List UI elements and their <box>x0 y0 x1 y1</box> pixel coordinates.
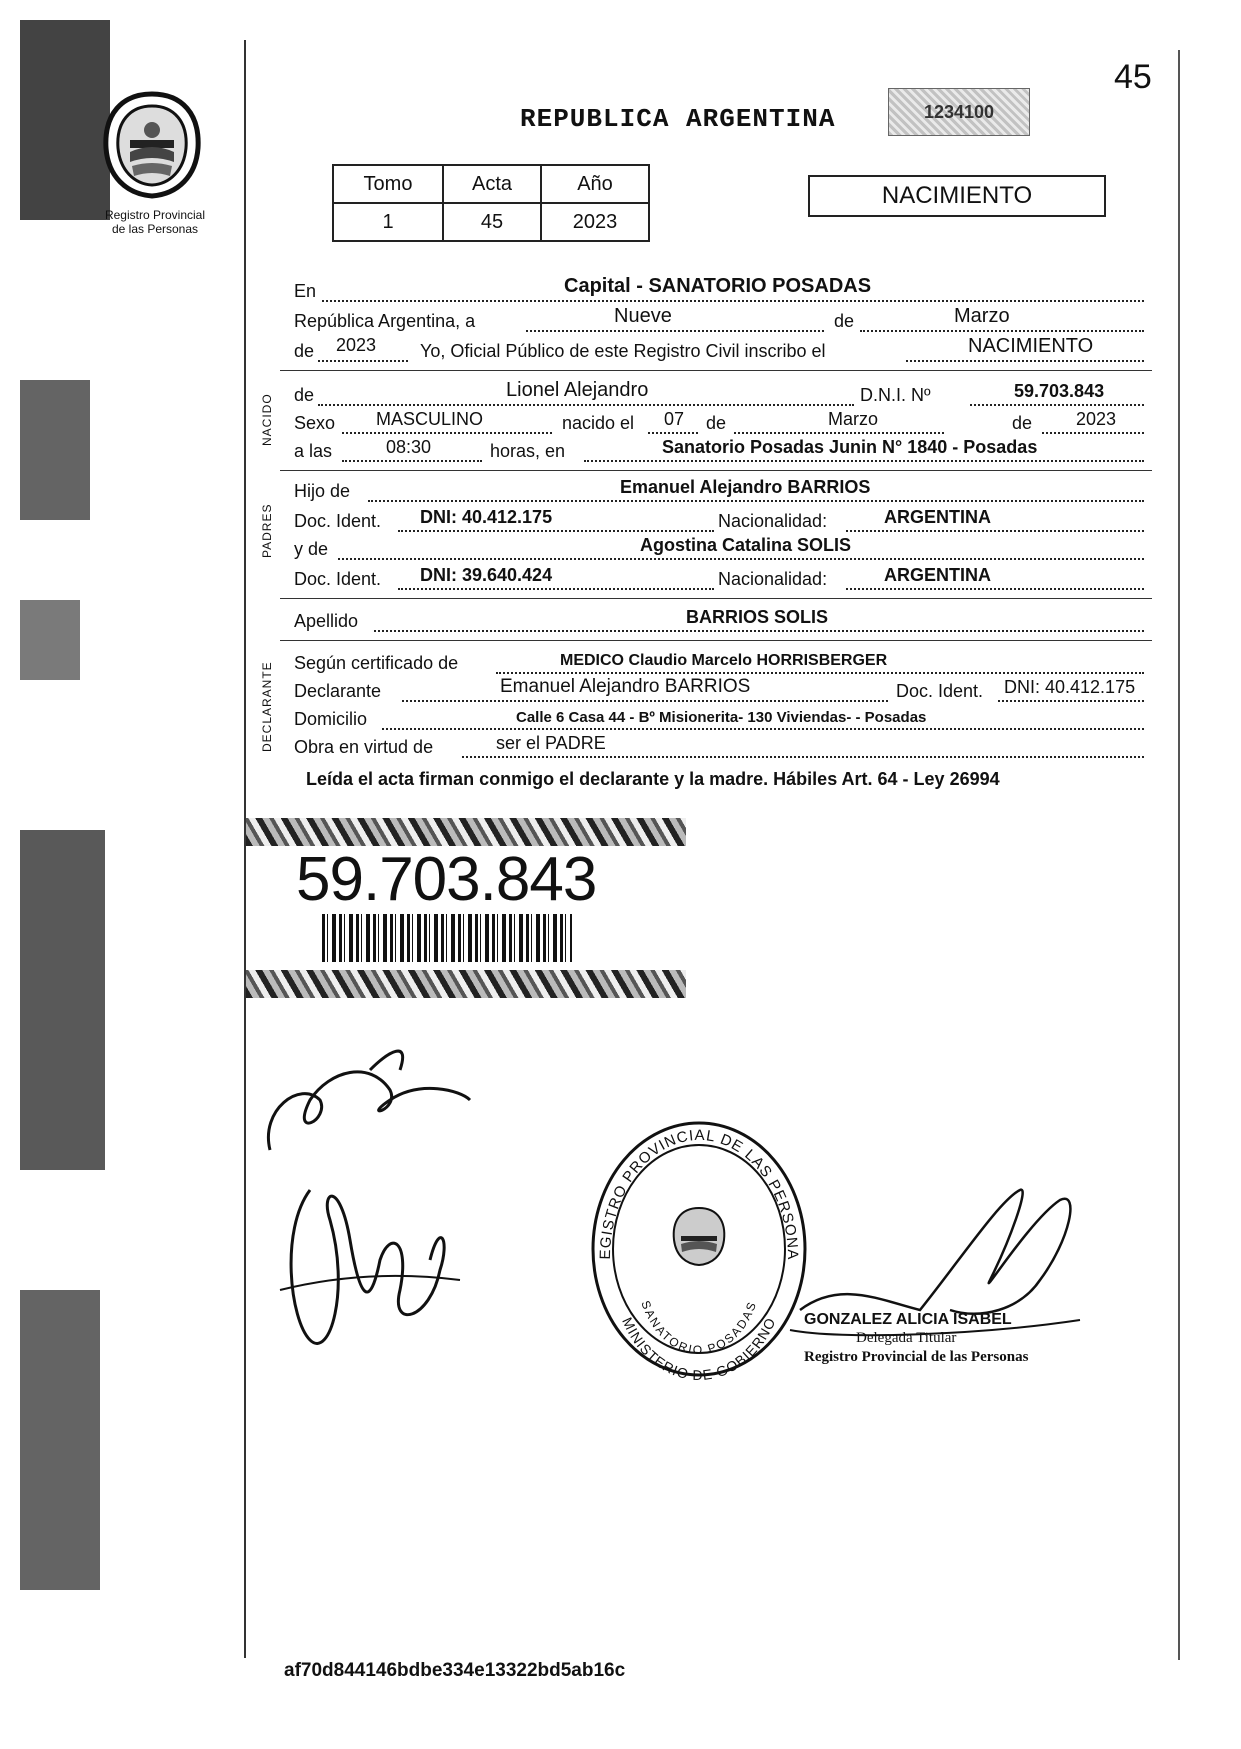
apellido-nacido: BARRIOS SOLIS <box>686 607 829 627</box>
mes-inscripcion: Marzo <box>954 305 1010 327</box>
row-padre-doc: Doc. Ident. DNI: 40.412.175 Nacionalidad: ARGENTINA <box>294 506 1144 534</box>
barcode <box>322 914 572 962</box>
row-nacido-nombre: de Lionel Alejandro D.N.I. Nº 59.703.843 <box>294 380 1144 408</box>
record-table <box>332 164 650 242</box>
handwritten-signatures <box>240 1040 500 1365</box>
official-name: GONZALEZ ALICIA ISABEL <box>804 1311 1012 1328</box>
record-value-tomo: 1 <box>333 203 443 241</box>
nombre-nacido: Lionel Alejandro <box>506 379 649 401</box>
label-en: En <box>294 281 317 301</box>
nombre-padre: Emanuel Alejandro BARRIOS <box>620 477 871 497</box>
record-type-box: NACIMIENTO <box>808 175 1106 217</box>
anio-inscripcion: 2023 <box>336 335 377 355</box>
security-band-bottom <box>246 970 686 998</box>
row-domicilio: Domicilio Calle 6 Casa 44 - Bº Misionerita- 130 Viviendas- - Posadas <box>294 704 1144 732</box>
row-republica: República Argentina, a Nueve de Marzo <box>294 306 1144 334</box>
page-number: 45 <box>1114 58 1152 96</box>
domicilio-declarante: Calle 6 Casa 44 - Bº Misionerita- 130 Viviendas- - Posadas <box>516 709 927 726</box>
dni-nacido: 59.703.843 <box>1014 381 1105 401</box>
registry-seal <box>588 1118 810 1380</box>
row-certificado: Según certificado de MEDICO Claudio Marcelo HORRISBERGER <box>294 648 1144 676</box>
section-label-nacido: NACIDO <box>260 393 274 446</box>
obra-en-virtud: ser el PADRE <box>496 733 606 753</box>
logo-caption: Registro Provincial de las Personas <box>104 208 206 236</box>
official-office: Registro Provincial de las Personas <box>804 1349 1029 1365</box>
anio-nacimiento: 2023 <box>1076 409 1117 429</box>
lugar-nacimiento: Sanatorio Posadas Junin N° 1840 - Posadas <box>662 437 1038 457</box>
dni-stamp-number: 59.703.843 <box>296 845 597 914</box>
right-margin-line <box>1178 50 1180 1660</box>
mes-nacimiento: Marzo <box>828 409 879 429</box>
nombre-declarante: Emanuel Alejandro BARRIOS <box>500 676 751 697</box>
row-padre: Hijo de Emanuel Alejandro BARRIOS <box>294 476 1144 504</box>
certificado: MEDICO Claudio Marcelo HORRISBERGER <box>560 652 888 669</box>
scan-margin-noise <box>0 0 120 1749</box>
record-header-tomo: Tomo <box>333 165 443 203</box>
header-stamp: 1234100 <box>888 88 1030 136</box>
record-header-anio: Año <box>541 165 649 203</box>
row-apellido: Apellido BARRIOS SOLIS <box>294 606 1144 634</box>
leida-note: Leída el acta firman conmigo el declarante y la madre. Hábiles Art. 64 - Ley 26994 <box>306 769 1000 789</box>
doc-madre: DNI: 39.640.424 <box>420 565 553 585</box>
svg-text:MINISTERIO DE GOBIERNO: MINISTERIO DE GOBIERNO <box>619 1314 779 1380</box>
record-header-acta: Acta <box>443 165 541 203</box>
row-declarante: Declarante Emanuel Alejandro BARRIOS Doc. Ident. DNI: 40.412.175 <box>294 676 1144 704</box>
dni-stamp <box>246 818 690 990</box>
country-title: REPUBLICA ARGENTINA <box>520 104 836 134</box>
row-yo: de 2023 Yo, Oficial Público de este Registro Civil inscribo el NACIMIENTO <box>294 336 1144 364</box>
official-role: Delegada Titular <box>856 1330 957 1346</box>
row-en <box>294 276 1144 304</box>
section-label-declarante: DECLARANTE <box>260 661 274 752</box>
provincial-logo <box>100 90 205 200</box>
document-hash: af70d844146bdbe334e13322bd5ab16c <box>284 1660 626 1681</box>
nacionalidad-padre: ARGENTINA <box>884 507 991 527</box>
record-value-anio: 2023 <box>541 203 649 241</box>
section-label-padres: PADRES <box>260 503 274 558</box>
sexo: MASCULINO <box>376 409 484 429</box>
hora-nacimiento: 08:30 <box>386 437 432 457</box>
row-madre-doc: Doc. Ident. DNI: 39.640.424 Nacionalidad: ARGENTINA <box>294 564 1144 592</box>
dia-nacimiento: 07 <box>664 409 685 429</box>
row-obra: Obra en virtud de ser el PADRE <box>294 732 1144 760</box>
svg-text:SANATORIO POSADAS: SANATORIO POSADAS <box>638 1298 760 1358</box>
row-nacido-sexo: Sexo MASCULINO nacido el 07 de Marzo de 2023 <box>294 408 1144 436</box>
tipo-inscripcion: NACIMIENTO <box>968 335 1094 357</box>
dia-inscripcion: Nueve <box>614 305 672 327</box>
nombre-madre: Agostina Catalina SOLIS <box>640 535 852 555</box>
row-madre: y de Agostina Catalina SOLIS <box>294 534 1144 562</box>
lugar-inscripcion: Capital - SANATORIO POSADAS <box>564 275 872 297</box>
official-signature-block <box>804 1310 1028 1367</box>
record-value-acta: 45 <box>443 203 541 241</box>
doc-padre: DNI: 40.412.175 <box>420 507 553 527</box>
doc-declarante: DNI: 40.412.175 <box>1004 677 1136 697</box>
row-nacido-hora: a las 08:30 horas, en Sanatorio Posadas Junin N° 1840 - Posadas <box>294 436 1144 464</box>
svg-text:REGISTRO PROVINCIAL DE LAS PER: EGISTRO PROVINCIAL DE LAS PERSONA <box>596 1126 802 1261</box>
nacionalidad-madre: ARGENTINA <box>884 565 991 585</box>
security-band-top <box>246 818 686 846</box>
